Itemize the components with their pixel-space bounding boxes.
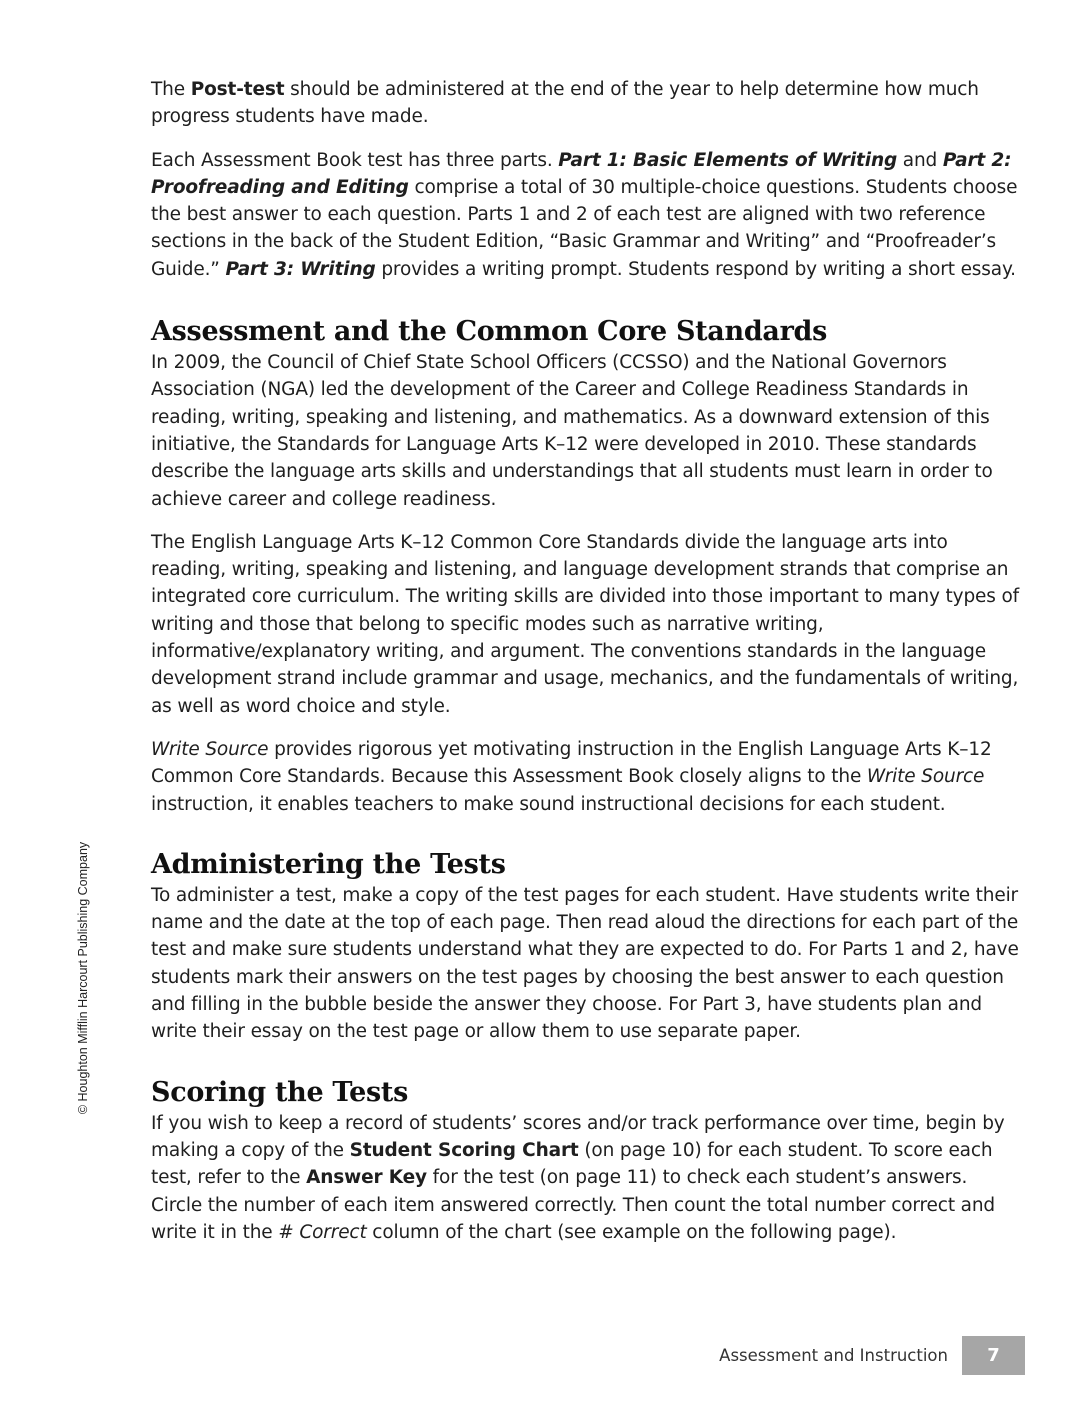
page-number: 7 — [987, 1345, 1000, 1366]
page-footer — [719, 1336, 1025, 1375]
answer-key-term: Answer Key — [306, 1167, 427, 1189]
part-2-term: Part 2: Proofreading and Editing — [151, 149, 1012, 198]
common-core-paragraph-2: The English Language Arts K–12 Common Core Standards divide the language arts into reading, writing, speaking and listening, and language development strands that comprise an integrated core curriculum. The writing skills are divided into those important to many types of writing and those that belong to specific modes such as narrative writing, informative/explanatory writing, and argument. The conventions standards in the language development strand include grammar and usage, mechanics, and the fundamentals of writing, as well as word choice and style. — [151, 531, 1020, 717]
copyright-text: © Houghton Mifflin Harcourt Publishing Company — [76, 841, 90, 1115]
write-source-title-2: Write Source — [866, 766, 985, 788]
common-core-paragraph-3: Write Source provides rigorous yet motivating instruction in the English Language Arts K–12 Common Core Standards. Because this Assessment Book closely aligns to the Write Source instruction, it enables teachers to make sound instructional decisions for each student. — [151, 738, 992, 815]
footer-section-label: Assessment and Instruction — [719, 1346, 948, 1365]
scoring-heading: Scoring the Tests — [151, 1076, 408, 1108]
correct-column-term: # Correct — [278, 1221, 367, 1243]
common-core-heading: Assessment and the Common Core Standards — [151, 316, 828, 348]
scoring-paragraph: If you wish to keep a record of students’ scores and/or track performance over time, begin by making a copy of the Student Scoring Chart (on page 10) for each student. To score each test, refer to the Answer Key for the test (on page 11) to check each student’s answers. Circle the number of each item answered correctly. Then count the total number correct and write it in the # Correct column of the chart (see example on the following page). — [151, 1112, 1005, 1243]
write-source-title: Write Source — [151, 738, 269, 760]
student-scoring-chart-term: Student Scoring Chart — [349, 1139, 579, 1161]
part-1-term: Part 1: Basic Elements of Writing — [558, 149, 898, 171]
post-test-paragraph: The Post-test should be administered at the end of the year to help determine how much progress students have made. — [151, 79, 979, 128]
test-parts-paragraph: Each Assessment Book test has three parts. Part 1: Basic Elements of Writing and Part 2: Proofreading and Editing comprise a total of 30 multiple-choice questions. Students choose the best answer to each question. Parts 1 and 2 of each test are aligned with two reference sections in the back of the Student Edition, “Basic Grammar and Writing” and “Proofreader’s Guide.” Part 3: Writing provides a writing prompt. Students respond by writing a short essay. — [151, 149, 1018, 280]
page-number-badge — [962, 1336, 1025, 1375]
administering-paragraph: To administer a test, make a copy of the test pages for each student. Have students write their name and the date at the top of each page. Then read aloud the directions for each part of the test and make sure students understand what they are expected to do. For Parts 1 and 2, have students mark their answers on the test pages by choosing the best answer to each question and filling in the bubble beside the answer they choose. For Part 3, have students plan and write their essay on the test page or allow them to use separate paper. — [151, 884, 1019, 1043]
administering-heading: Administering the Tests — [151, 848, 506, 880]
post-test-term: Post-test — [190, 79, 285, 100]
common-core-paragraph-1: In 2009, the Council of Chief State School Officers (CCSSO) and the National Governors Association (NGA) led the development of the Career and College Readiness Standards in reading, writing, speaking and listening, and mathematics. As a downward extension of this initiative, the Standards for Language Arts K–12 were developed in 2010. These standards describe the language arts skills and understandings that all students must learn in order to achieve career and college readiness. — [151, 352, 993, 510]
page-body — [151, 76, 1021, 1262]
part-3-term: Part 3: Writing — [225, 258, 376, 280]
